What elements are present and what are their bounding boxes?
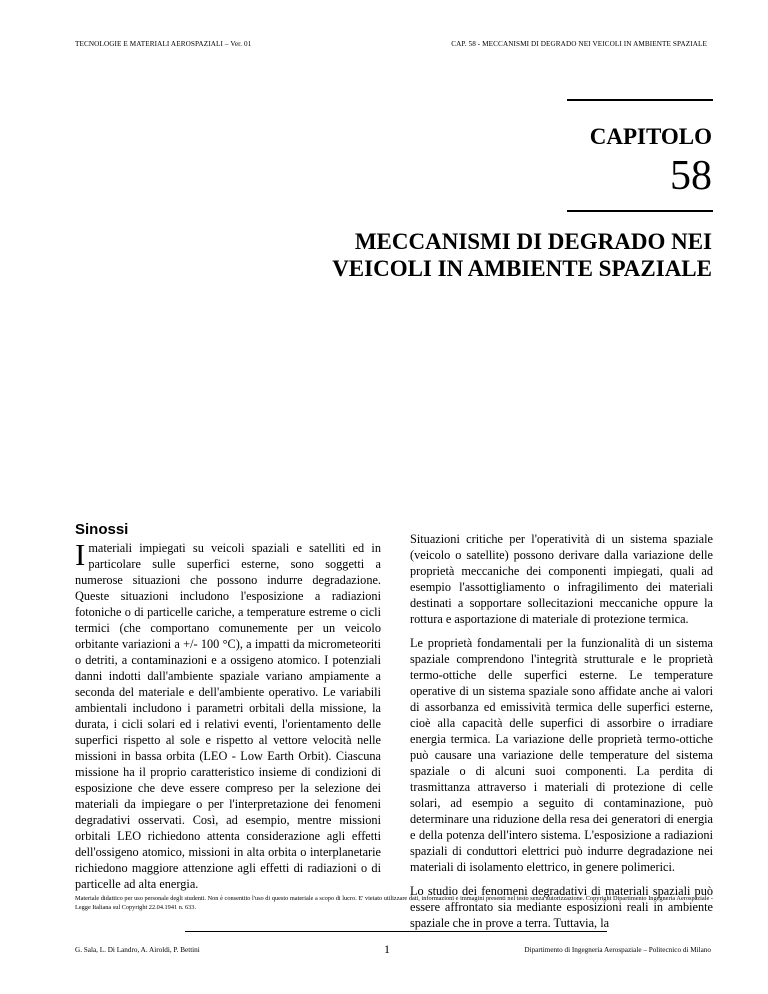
running-header-right: CAP. 58 - MECCANISMI DI DEGRADO NEI VEICOLI IN AMBIENTE SPAZIALE — [451, 40, 707, 48]
chapter-number: 58 — [670, 153, 712, 199]
footer-authors: G. Sala, L. Di Landro, A. Airoldi, P. Bettini — [75, 946, 200, 954]
chapter-rule-bottom — [567, 210, 713, 212]
synopsis-text: materiali impiegati su veicoli spaziali e satelliti ed in particolare sulle superfici esterne, sono soggetti a numerose situazioni che possono indurre degradazione. Queste situazioni includono l'esposizione a radiazioni fotoniche o di particelle cariche, a temperature estreme o cicli termici (che comportano comunemente per un veicolo orbitante variazioni a +/- 100 °C), a impatti da micrometeoriti o detriti, a contaminazioni e a ossigeno atomico. I potenziali danni indotti dall'ambiente spaziale variano ampiamente a seconda del materiale e dell'ambiente operativo. Le variabili ambientali includono i parametri orbitali della missione, la durata, i cicli solari ed i relativi eventi, l'orientamento delle superfici rispetto al sole e rispetto al vettore velocità nelle missioni in bassa orbita (LEO - Low Earth Orbit). Ciascuna missione ha il proprio caratteristico insieme di condizioni di esposizione che deve essere compreso per la selezione dei materiali da impiegare o per l'interpretazione dei fenomeni degradativi osservati. Così, ad esempio, mentre missioni orbitali LEO richiedono attenta considerazione agli effetti dell'ossigeno atomico, missioni in alta orbita o interplanetarie richiedono maggiore attenzione agli effetti di radiazioni o di particelle ad alta energia. — [75, 541, 381, 891]
section-heading: Sinossi — [75, 521, 129, 538]
left-column — [75, 522, 381, 900]
synopsis-paragraph — [75, 537, 381, 892]
body-paragraph: Situazioni critiche per l'operatività di un sistema spaziale (veicolo o satellite) possono derivare dalla variazione delle proprietà meccaniche dei componenti impiegati, quali ad esempio l'assottigliamento o infragilimento dei materiali destinati a sopportare sollecitazioni meccaniche oppure la rottura e asportazione di materiale di protezione termica. — [410, 532, 713, 626]
chapter-title: MECCANISMI DI DEGRADO NEI VEICOLI IN AMBIENTE SPAZIALE — [332, 229, 712, 281]
page-number: 1 — [384, 942, 390, 956]
copyright-notice: Materiale didattico per uso personale degli studenti. Non è consentito l'uso di questo materiale a scopo di lucro. E' vietato utilizzare dati, informazioni e immagini presenti nel testo senza autorizzazione. Copyright Dipartimento Ingegneria Aerospaziale - Legge Italiana sul Copyright 22.04.1941 n. 633. — [75, 895, 713, 911]
body-paragraph: Le proprietà fondamentali per la funzionalità di un sistema spaziale comprendono l'integrità strutturale e le proprietà termo-ottiche delle superfici esterne. Le temperature operative di un sistema spaziale sono affidate anche ai valori di assorbanza ed emissività termica delle superfici esterne, cioè alla capacità delle superfici di assorbire o irradiare energia termica. La variazione delle proprietà termo-ottiche può causare una variazione delle temperature del sistema spaziale o di alcuni suoi componenti. La perdita di trasmittanza attraverso i materiali di protezione di celle solari, ad esempio a seguito di contaminazione, può determinare una riduzione della resa dei generatori di energia e della potenza dell'intero sistema. L'esposizione a radiazioni spaziali di conduttori elettrici può indurre degradazione nei materiali di isolamento elettrico, in genere polimerici. — [410, 636, 713, 874]
right-column — [410, 531, 713, 939]
chapter-rule-top — [567, 99, 713, 101]
chapter-label: CAPITOLO — [589, 124, 712, 149]
drop-cap: I — [75, 537, 86, 572]
footer-department: Dipartimento di Ingegneria Aerospaziale – Politecnico di Milano — [524, 946, 711, 954]
running-header-left: TECNOLOGIE E MATERIALI AEROSPAZIALI – Ver. 01 — [75, 40, 252, 48]
body-paragraph: Lo studio dei fenomeni degradativi di materiali spaziali può essere affrontato sia mediante esposizioni reali in ambiente spaziale che in prove a terra. Tuttavia, la — [410, 884, 713, 930]
footer-rule — [185, 931, 607, 932]
